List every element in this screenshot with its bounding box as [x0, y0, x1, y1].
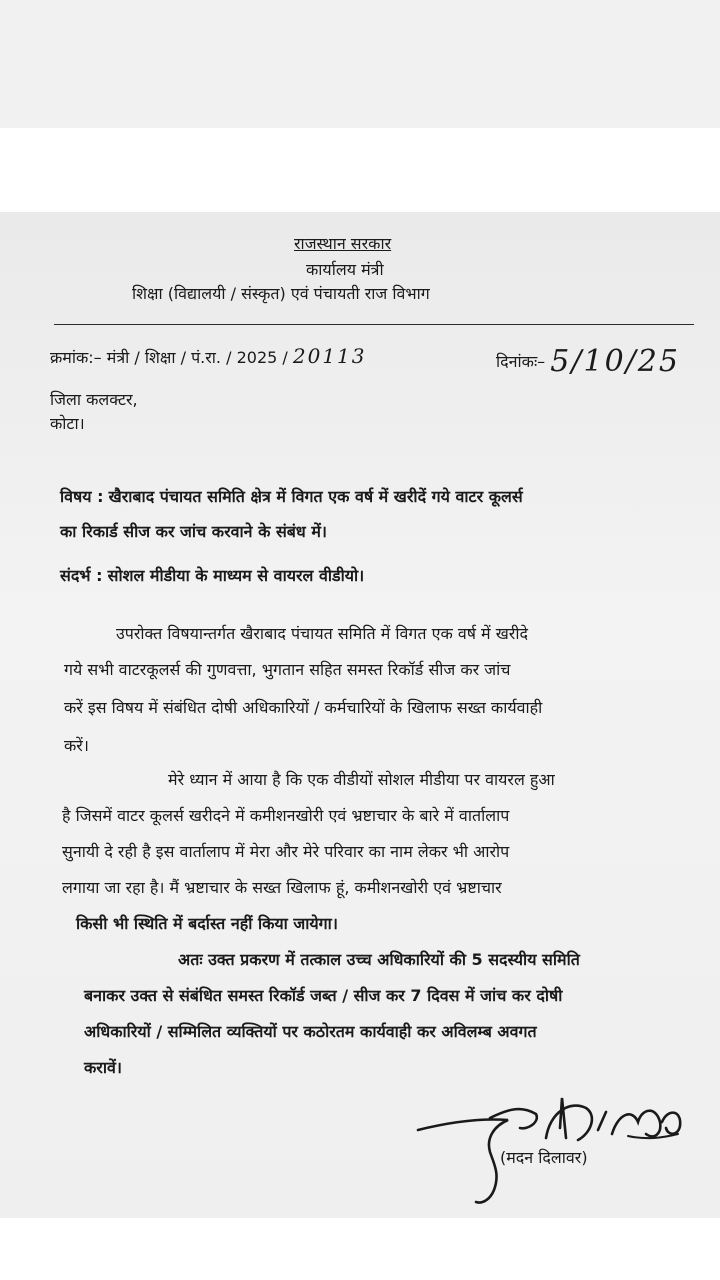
subject-label: विषय : — [60, 487, 104, 506]
paragraph-1-line-1: उपरोक्त विषयान्तर्गत खैराबाद पंचायत समिति में विगत एक वर्ष में खरीदे — [116, 624, 528, 643]
paragraph-2-line-1: मेरे ध्यान में आया है कि एक वीडीयों सोशल मीडीया पर वायरल हुआ — [168, 770, 555, 789]
context-text: सोशल मीडीया के माध्यम से वायरल वीडीयो। — [107, 566, 365, 585]
context-label: संदर्भ : — [60, 566, 103, 585]
paragraph-2-line-2: है जिसमें वाटर कूलर्स खरीदने में कमीशनखोरी एवं भ्रष्टाचार के बारे में वार्तालाप — [62, 806, 510, 825]
paragraph-2-line-4: लगाया जा रहा है। मैं भ्रष्टाचार के सख्त खिलाफ हूं, कमीशनखोरी एवं भ्रष्टाचार — [62, 878, 502, 897]
addressee-line-1: जिला कलक्टर, — [50, 390, 138, 409]
paragraph-1-line-3: करें इस विषय में संबंधित दोषी अधिकारियों / कर्मचारियों के खिलाफ सख्त कार्यवाही — [64, 698, 543, 717]
government-heading: राजस्थान सरकार — [294, 234, 392, 253]
paragraph-2-line-5: किसी भी स्थिति में बर्दास्त नहीं किया जायेगा। — [76, 914, 338, 933]
paragraph-2-line-3: सुनायी दे रही है इस वार्तालाप में मेरा और मेरे परिवार का नाम लेकर भी आरोप — [62, 842, 510, 861]
department-heading: शिक्षा (विद्यालयी / संस्कृत) एवं पंचायती राज विभाग — [132, 284, 430, 303]
date-line — [496, 344, 680, 379]
paragraph-3-line-1: अतः उक्त प्रकरण में तत्काल उच्च अधिकारियों की 5 सदस्यीय समिति — [178, 950, 580, 969]
subject-line-2: का रिकार्ड सीज कर जांच करवाने के संबंध में। — [60, 522, 327, 541]
paragraph-1-line-2: गये सभी वाटरकूलर्स की गुणवत्ता, भुगतान सहित समस्त रिकॉर्ड सीज कर जांच — [64, 660, 511, 679]
subject-text-1: खैराबाद पंचायत समिति क्षेत्र में विगत एक वर्ष में खरीदें गये वाटर कूलर्स — [108, 487, 523, 506]
context-line — [60, 564, 364, 586]
subject-line-1 — [60, 485, 523, 507]
date-label: दिनांकः– — [496, 352, 546, 371]
header-divider — [54, 324, 694, 325]
paragraph-3-line-2: बनाकर उक्त से संबंधित समस्त रिकॉर्ड जब्त / सीज कर 7 दिवस में जांच कर दोषी — [84, 986, 563, 1005]
reference-label: क्रमांक:– मंत्री / शिक्षा / पं.रा. / 2025 / — [50, 348, 288, 367]
signature-scribble — [410, 1078, 690, 1208]
addressee-line-2: कोटा। — [50, 414, 85, 433]
date-value: 5/10/25 — [550, 344, 680, 379]
paragraph-1-line-4: करें। — [64, 736, 89, 755]
reference-line — [50, 344, 367, 368]
office-heading: कार्यालय मंत्री — [306, 260, 384, 279]
paragraph-3-line-4: करावें। — [84, 1058, 122, 1077]
top-blank-bar — [0, 0, 720, 128]
reference-number: 20113 — [292, 344, 367, 368]
letter-document — [0, 212, 720, 1218]
paragraph-3-line-3: अधिकारियों / सम्मिलित व्यक्तियों पर कठोरतम कार्यवाही कर अविलम्ब अवगत — [84, 1022, 537, 1041]
signatory-name: (मदन दिलावर) — [500, 1148, 588, 1167]
